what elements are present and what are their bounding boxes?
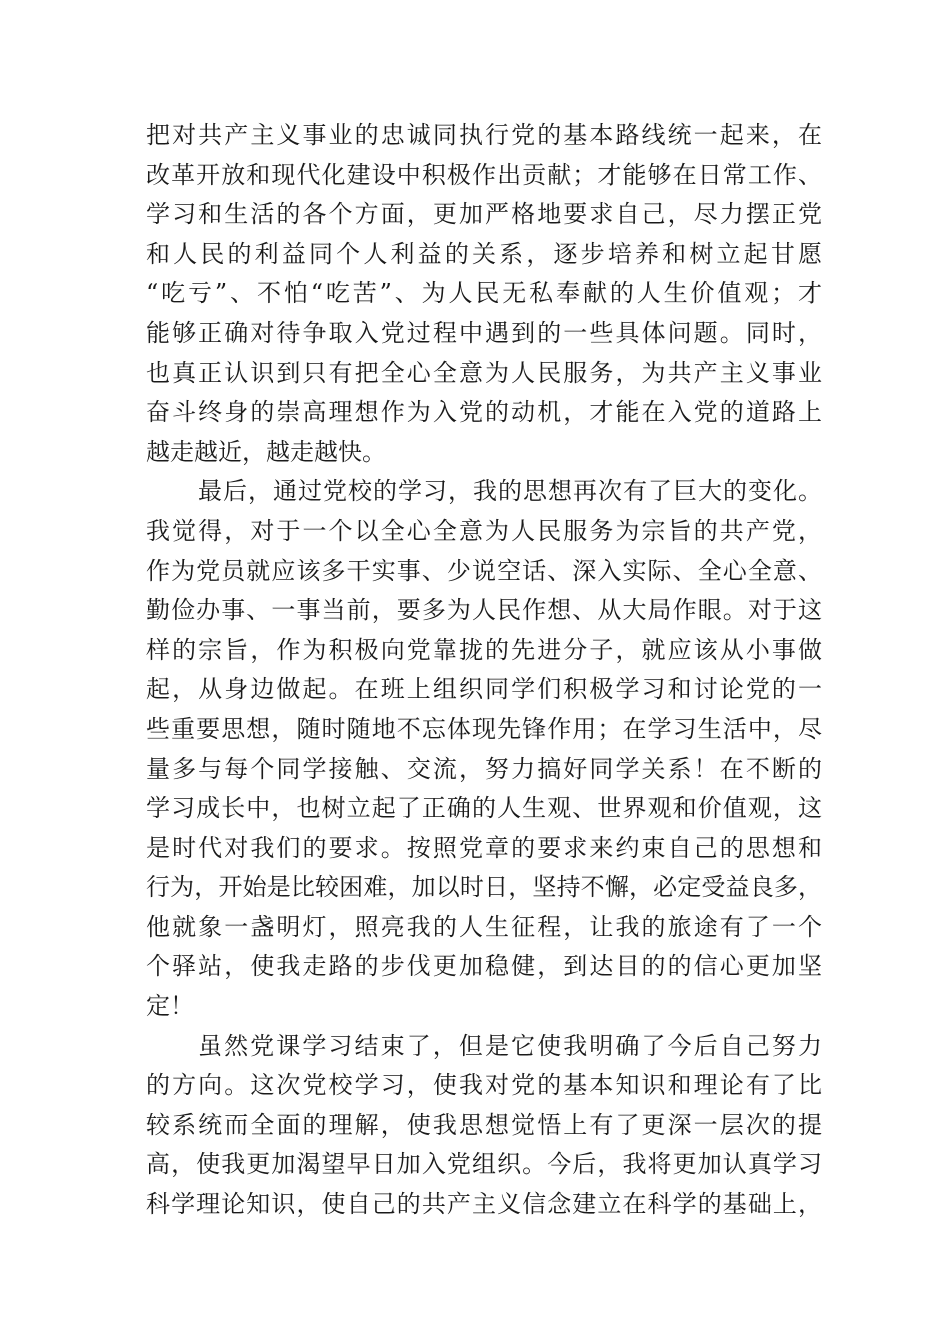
- text-line: 样的宗旨，作为积极向党靠拢的先进分子，就应该从小事做: [146, 635, 822, 664]
- body-text: [146, 116, 822, 1225]
- text-line: 的方向。这次党校学习，使我对党的基本知识和理论有了比: [146, 1071, 822, 1100]
- text-line: 行为，开始是比较困难，加以时日，坚持不懈，必定受益良多，: [146, 873, 822, 902]
- text-line: 最后，通过党校的学习，我的思想再次有了巨大的变化。: [198, 477, 822, 506]
- text-line: 科学理论知识，使自己的共产主义信念建立在科学的基础上，: [146, 1190, 822, 1219]
- text-line: 奋斗终身的崇高理想作为入党的动机，才能在入党的道路上: [146, 398, 822, 427]
- text-line: 是时代对我们的要求。按照党章的要求来约束自己的思想和: [146, 833, 822, 862]
- text-line: 较系统而全面的理解，使我思想觉悟上有了更深一层次的提: [146, 1110, 822, 1139]
- text-line: 他就象一盏明灯，照亮我的人生征程，让我的旅途有了一个: [146, 912, 822, 941]
- text-line: 能够正确对待争取入党过程中遇到的一些具体问题。同时，: [146, 318, 822, 347]
- text-line: “吃亏”、不怕“吃苦”、为人民无私奉献的人生价值观；才: [146, 279, 822, 308]
- text-line: 越走越近，越走越快。: [146, 437, 386, 466]
- text-line: 我觉得，对于一个以全心全意为人民服务为宗旨的共产党，: [146, 516, 822, 545]
- paragraph-1: [146, 116, 822, 472]
- text-line: 高，使我更加渴望早日加入党组织。今后，我将更加认真学习: [146, 1150, 822, 1179]
- paragraph-2: [146, 472, 822, 1026]
- text-line: 量多与每个同学接触、交流，努力搞好同学关系！在不断的: [146, 754, 822, 783]
- text-line: 些重要思想，随时随地不忘体现先锋作用；在学习生活中，尽: [146, 714, 822, 743]
- text-line: 起，从身边做起。在班上组织同学们积极学习和讨论党的一: [146, 675, 822, 704]
- text-line: 个驿站，使我走路的步伐更加稳健，到达目的的信心更加坚: [146, 952, 822, 981]
- paragraph-3: [146, 1027, 822, 1225]
- text-line: 勤俭办事、一事当前，要多为人民作想、从大局作眼。对于这: [146, 596, 822, 625]
- text-line: 改革开放和现代化建设中积极作出贡献；才能够在日常工作、: [146, 160, 822, 189]
- text-line: 也真正认识到只有把全心全意为人民服务，为共产主义事业: [146, 358, 822, 387]
- text-line: 把对共产主义事业的忠诚同执行党的基本路线统一起来，在: [146, 121, 822, 149]
- text-line: 学习和生活的各个方面，更加严格地要求自己，尽力摆正党: [146, 200, 822, 229]
- text-line: 虽然党课学习结束了，但是它使我明确了今后自己努力: [198, 1031, 822, 1060]
- text-line: 定！: [146, 992, 194, 1021]
- text-line: 作为党员就应该多干实事、少说空话、深入实际、全心全意、: [146, 556, 822, 585]
- text-line: 和人民的利益同个人利益的关系，逐步培养和树立起甘愿: [146, 239, 822, 268]
- text-line: 学习成长中，也树立起了正确的人生观、世界观和价值观，这: [146, 794, 822, 823]
